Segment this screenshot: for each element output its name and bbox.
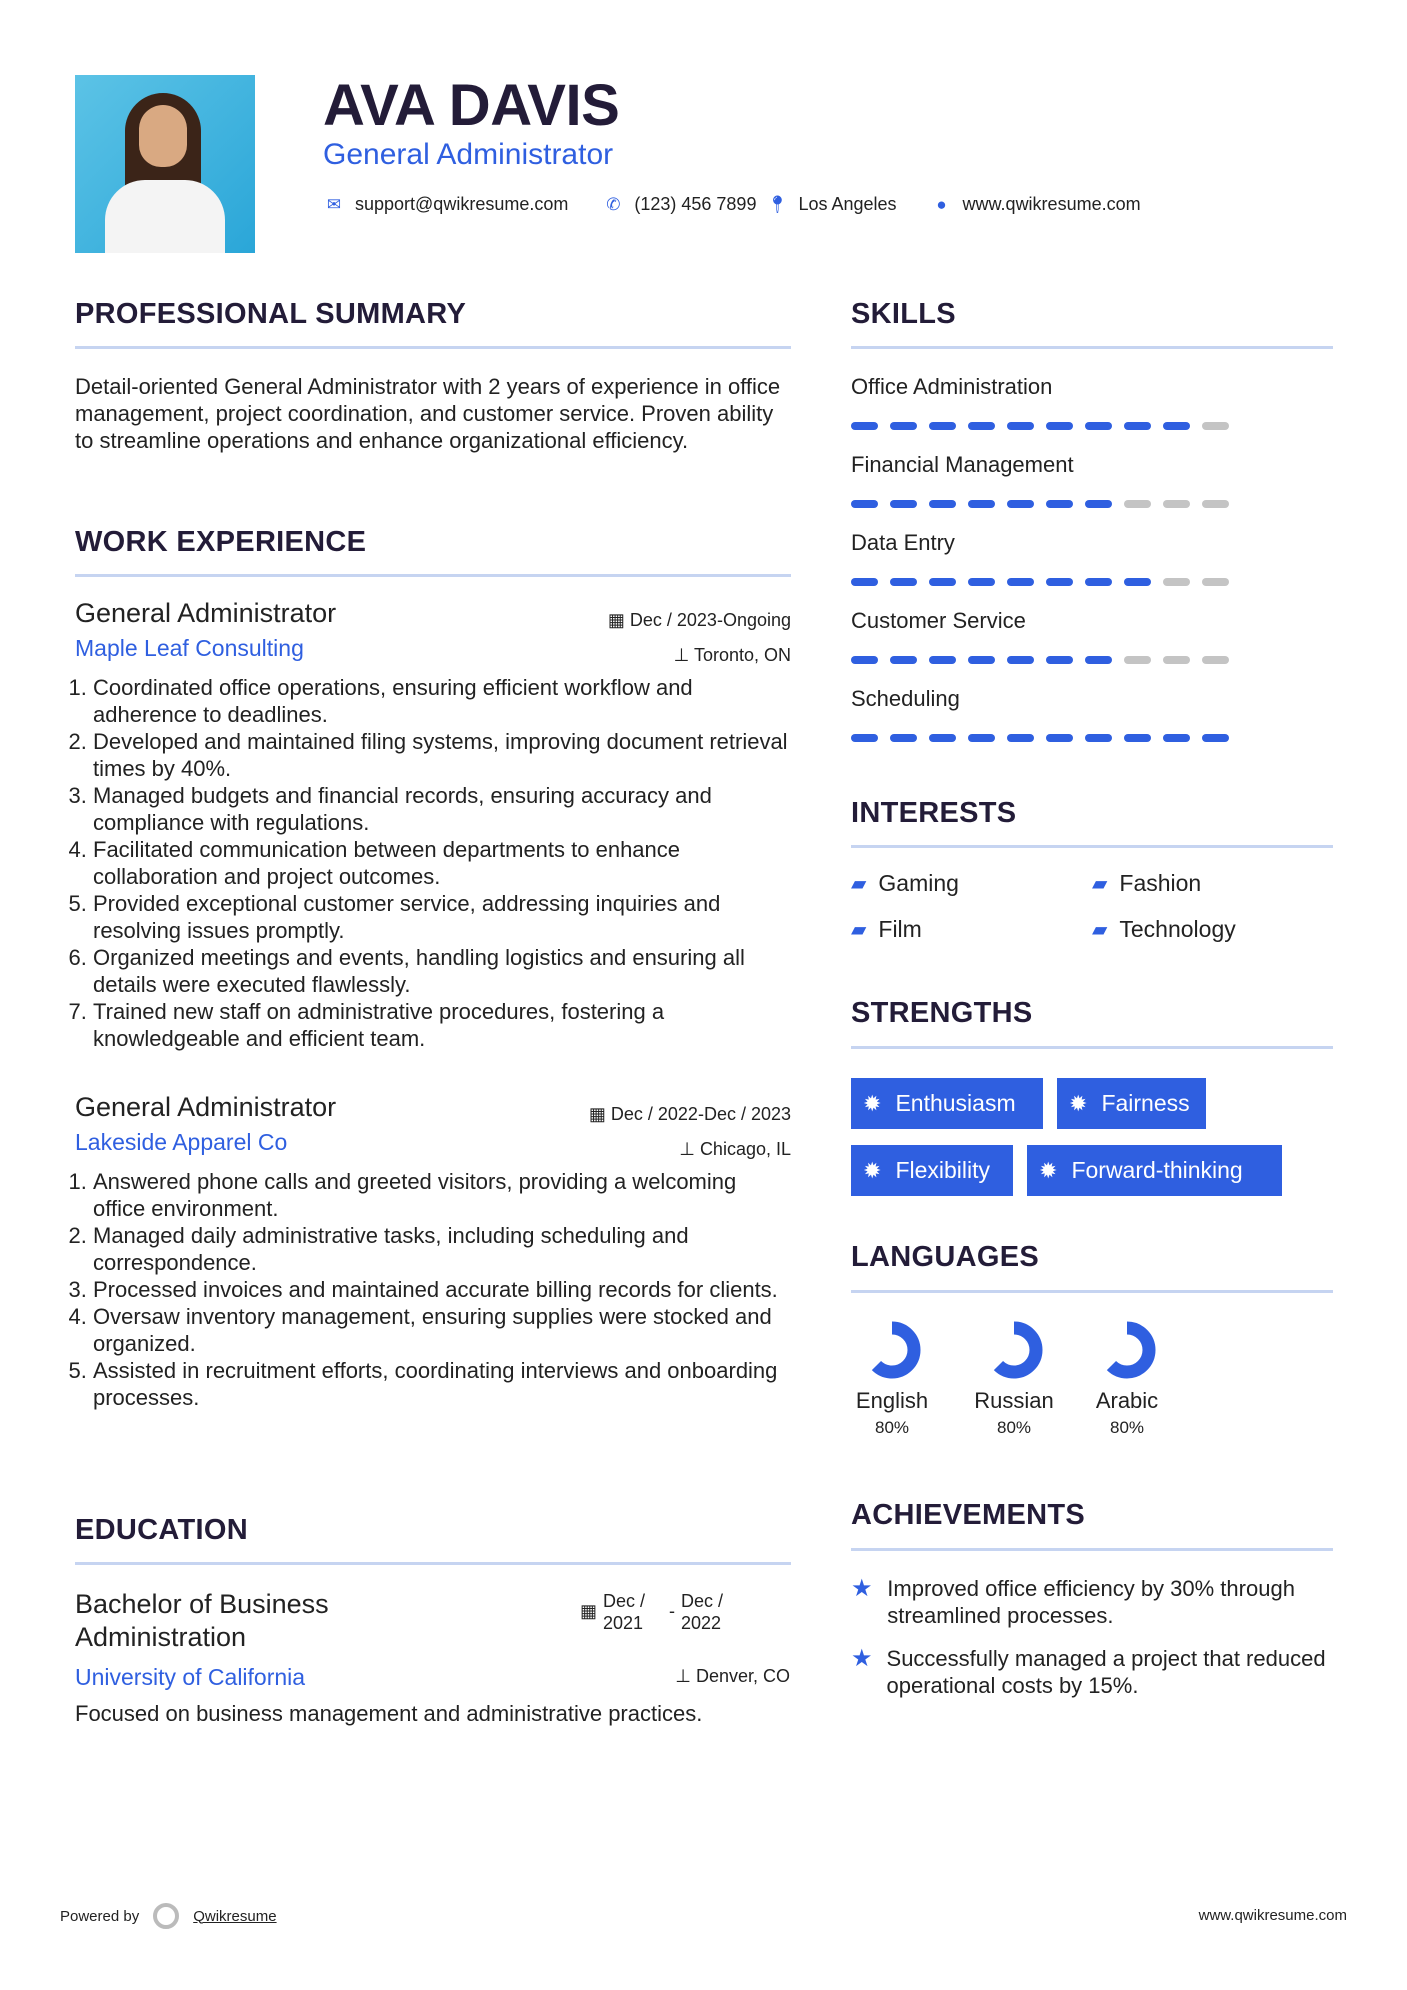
job-bullets bbox=[75, 674, 791, 1052]
rating-dash bbox=[929, 422, 956, 430]
book-icon: ▰ bbox=[1092, 873, 1108, 895]
language-name: Arabic bbox=[1095, 1388, 1159, 1413]
skills-heading: SKILLS bbox=[851, 298, 956, 330]
language-ring bbox=[1095, 1318, 1159, 1382]
footer-url[interactable]: www.qwikresume.com bbox=[1198, 1907, 1347, 1924]
rating-dash bbox=[851, 656, 878, 664]
experience-heading: WORK EXPERIENCE bbox=[75, 526, 367, 558]
book-icon: ▰ bbox=[851, 873, 867, 895]
interest-label: Gaming bbox=[878, 870, 959, 896]
job-entry bbox=[75, 1092, 791, 1411]
badge-icon: ✹ bbox=[863, 1157, 882, 1183]
email-icon: ✉ bbox=[326, 194, 342, 214]
badge-icon: ✹ bbox=[1039, 1157, 1058, 1183]
rating-dash bbox=[1124, 578, 1151, 586]
strength-label: Enthusiasm bbox=[895, 1090, 1016, 1116]
rating-dash bbox=[968, 734, 995, 742]
rating-dash bbox=[851, 578, 878, 586]
skill-rating bbox=[851, 734, 1333, 742]
language-item bbox=[1072, 1318, 1182, 1438]
job-title: General Administrator bbox=[75, 1092, 337, 1122]
achievement-text: Successfully managed a project that reduced operational costs by 15%. bbox=[886, 1646, 1326, 1698]
language-level: 80% bbox=[874, 1418, 910, 1437]
globe-icon: ● bbox=[936, 194, 947, 214]
skill-item bbox=[851, 608, 1333, 686]
skill-label: Customer Service bbox=[851, 608, 1026, 633]
rating-dash bbox=[1163, 656, 1190, 664]
list-item: 2. Developed and maintained filing systems, improving document retrieval times by 40%. bbox=[93, 728, 791, 782]
badge-icon: ✹ bbox=[1069, 1090, 1088, 1116]
rating-dash bbox=[968, 578, 995, 586]
location-text: Los Angeles bbox=[798, 194, 897, 214]
divider bbox=[75, 346, 791, 349]
badge-icon: ✹ bbox=[863, 1090, 882, 1116]
divider bbox=[851, 1046, 1333, 1049]
list-item: 5. Assisted in recruitment efforts, coordinating interviews and onboarding processes. bbox=[93, 1357, 791, 1411]
strength-label: Fairness bbox=[1101, 1090, 1190, 1116]
language-level: 80% bbox=[996, 1418, 1032, 1437]
strength-label: Flexibility bbox=[895, 1157, 991, 1183]
job-location: Toronto, ON bbox=[693, 645, 791, 665]
book-icon: ▰ bbox=[851, 919, 867, 941]
list-item: 7. Trained new staff on administrative procedures, fostering a knowledgeable and efficient team. bbox=[93, 998, 791, 1052]
rating-dash bbox=[1046, 422, 1073, 430]
strength-badge bbox=[851, 1078, 1043, 1129]
rating-dash bbox=[1124, 656, 1151, 664]
rating-dash bbox=[851, 734, 878, 742]
rating-dash bbox=[1085, 656, 1112, 664]
summary-heading: PROFESSIONAL SUMMARY bbox=[75, 298, 467, 330]
list-item: 2. Managed daily administrative tasks, including scheduling and correspondence. bbox=[93, 1222, 791, 1276]
contact-bar bbox=[323, 194, 1141, 215]
book-icon: ▰ bbox=[1092, 919, 1108, 941]
website-link[interactable]: www.qwikresume.com bbox=[962, 194, 1141, 214]
rating-dash bbox=[1046, 656, 1073, 664]
star-icon: ★ bbox=[851, 1645, 873, 1672]
pin-icon: ⊥ bbox=[679, 1139, 700, 1159]
rating-dash bbox=[1163, 734, 1190, 742]
rating-dash bbox=[929, 734, 956, 742]
language-level: 80% bbox=[1109, 1418, 1145, 1437]
location-icon: 📍︎ bbox=[766, 194, 789, 214]
candidate-name: AVA DAVIS bbox=[323, 73, 620, 138]
company-name: Maple Leaf Consulting bbox=[75, 635, 304, 661]
school-location: Denver, CO bbox=[695, 1666, 790, 1686]
rating-dash bbox=[1007, 500, 1034, 508]
strength-badge bbox=[851, 1145, 1013, 1196]
calendar-icon: ▦ bbox=[607, 610, 630, 630]
job-dates: Dec / 2023-Ongoing bbox=[629, 610, 791, 630]
achievement-item bbox=[851, 1645, 1333, 1699]
profile-photo bbox=[75, 75, 255, 253]
phone-text: (123) 456 7899 bbox=[634, 194, 757, 214]
language-item bbox=[959, 1318, 1069, 1438]
rating-dash bbox=[1007, 734, 1034, 742]
interest-label: Fashion bbox=[1119, 870, 1202, 896]
skill-label: Office Administration bbox=[851, 374, 1053, 399]
start-date: Dec / 2021 bbox=[603, 1591, 646, 1633]
powered-by-label: Powered by bbox=[60, 1907, 140, 1925]
calendar-icon: ▦ bbox=[580, 1601, 598, 1621]
list-item: 3. Managed budgets and financial records, ensuring accuracy and compliance with regulations. bbox=[93, 782, 791, 836]
rating-dash bbox=[1007, 578, 1034, 586]
language-ring bbox=[982, 1318, 1046, 1382]
achievement-item bbox=[851, 1575, 1333, 1629]
rating-dash bbox=[968, 656, 995, 664]
rating-dash bbox=[968, 422, 995, 430]
education-heading: EDUCATION bbox=[75, 1514, 248, 1546]
list-item: 1. Answered phone calls and greeted visitors, providing a welcoming office environment. bbox=[93, 1168, 791, 1222]
interest-item bbox=[1092, 870, 1201, 897]
rating-dash bbox=[1046, 500, 1073, 508]
rating-dash bbox=[1085, 578, 1112, 586]
rating-dash bbox=[929, 578, 956, 586]
achievement-text: Improved office efficiency by 30% through streamlined processes. bbox=[887, 1576, 1295, 1628]
language-item bbox=[837, 1318, 947, 1438]
list-item: 5. Provided exceptional customer service, addressing inquiries and resolving issues promptly. bbox=[93, 890, 791, 944]
rating-dash bbox=[1124, 422, 1151, 430]
divider bbox=[851, 1290, 1333, 1293]
rating-dash bbox=[1124, 734, 1151, 742]
rating-dash bbox=[1202, 578, 1229, 586]
rating-dash bbox=[1046, 578, 1073, 586]
skill-item bbox=[851, 452, 1333, 530]
rating-dash bbox=[1202, 500, 1229, 508]
date-separator: - bbox=[669, 1601, 676, 1621]
language-ring bbox=[860, 1318, 924, 1382]
company-name: Lakeside Apparel Co bbox=[75, 1129, 288, 1155]
divider bbox=[851, 845, 1333, 848]
job-title: General Administrator bbox=[75, 598, 337, 628]
rating-dash bbox=[1163, 578, 1190, 586]
skill-rating bbox=[851, 578, 1333, 586]
skills-list bbox=[851, 374, 1333, 764]
list-item: 3. Processed invoices and maintained accurate billing records for clients. bbox=[93, 1276, 791, 1303]
candidate-title: General Administrator bbox=[323, 138, 614, 171]
strength-badge bbox=[1027, 1145, 1282, 1196]
language-name: Russian bbox=[974, 1388, 1054, 1413]
education-description: Focused on business management and administrative practices. bbox=[75, 1701, 703, 1726]
pin-icon: ⊥ bbox=[675, 1666, 696, 1686]
rating-dash bbox=[890, 734, 917, 742]
calendar-icon: ▦ bbox=[588, 1104, 611, 1124]
rating-dash bbox=[1007, 422, 1034, 430]
strengths-heading: STRENGTHS bbox=[851, 997, 1033, 1029]
interests-heading: INTERESTS bbox=[851, 797, 1017, 829]
skill-label: Financial Management bbox=[851, 452, 1074, 477]
list-item: 6. Organized meetings and events, handling logistics and ensuring all details were executed flawlessly. bbox=[93, 944, 791, 998]
strength-label: Forward-thinking bbox=[1071, 1157, 1243, 1183]
rating-dash bbox=[890, 656, 917, 664]
education-dates bbox=[580, 1590, 741, 1634]
qwikresume-logo-icon bbox=[153, 1903, 179, 1929]
job-dates: Dec / 2022-Dec / 2023 bbox=[610, 1104, 791, 1124]
interest-item bbox=[851, 870, 959, 897]
rating-dash bbox=[1202, 656, 1229, 664]
end-date: Dec / 2022 bbox=[681, 1591, 724, 1633]
rating-dash bbox=[890, 578, 917, 586]
skill-label: Data Entry bbox=[851, 530, 955, 555]
pin-icon: ⊥ bbox=[673, 645, 694, 665]
divider bbox=[851, 1548, 1333, 1551]
job-location: Chicago, IL bbox=[699, 1139, 791, 1159]
job-bullets bbox=[75, 1168, 791, 1411]
rating-dash bbox=[851, 422, 878, 430]
divider bbox=[851, 346, 1333, 349]
divider bbox=[75, 574, 791, 577]
rating-dash bbox=[851, 500, 878, 508]
skill-label: Scheduling bbox=[851, 686, 960, 711]
rating-dash bbox=[1085, 500, 1112, 508]
summary-text: Detail-oriented General Administrator with 2 years of experience in office management, project coordination, and customer service. Proven ability to streamline operations and enhance organizational efficiency. bbox=[75, 374, 781, 453]
language-name: English bbox=[855, 1388, 929, 1413]
brand-link[interactable]: Qwikresume bbox=[193, 1907, 277, 1925]
footer-powered bbox=[60, 1903, 277, 1929]
rating-dash bbox=[1202, 422, 1229, 430]
list-item: 4. Oversaw inventory management, ensuring supplies were stocked and organized. bbox=[93, 1303, 791, 1357]
strength-badge bbox=[1057, 1078, 1206, 1129]
rating-dash bbox=[929, 500, 956, 508]
school-name: University of California bbox=[75, 1664, 306, 1690]
rating-dash bbox=[1124, 500, 1151, 508]
rating-dash bbox=[1163, 500, 1190, 508]
skill-item bbox=[851, 686, 1333, 764]
skill-item bbox=[851, 530, 1333, 608]
interest-label: Technology bbox=[1119, 916, 1236, 942]
achievements-heading: ACHIEVEMENTS bbox=[851, 1499, 1086, 1531]
phone-icon: ✆ bbox=[606, 194, 621, 214]
star-icon: ★ bbox=[851, 1575, 873, 1602]
rating-dash bbox=[1202, 734, 1229, 742]
list-item: 4. Facilitated communication between departments to enhance collaboration and project outcomes. bbox=[93, 836, 791, 890]
languages-heading: LANGUAGES bbox=[851, 1241, 1039, 1273]
rating-dash bbox=[1163, 422, 1190, 430]
rating-dash bbox=[890, 500, 917, 508]
rating-dash bbox=[1085, 422, 1112, 430]
list-item: 1. Coordinated office operations, ensuring efficient workflow and adherence to deadlines. bbox=[93, 674, 791, 728]
degree-title: Bachelor of Business Administration bbox=[75, 1589, 329, 1652]
skill-rating bbox=[851, 656, 1333, 664]
interest-item bbox=[851, 916, 922, 943]
skill-rating bbox=[851, 500, 1333, 508]
interest-label: Film bbox=[878, 916, 922, 942]
skill-rating bbox=[851, 422, 1333, 430]
email-link[interactable]: support@qwikresume.com bbox=[355, 194, 569, 214]
rating-dash bbox=[1085, 734, 1112, 742]
interest-item bbox=[1092, 916, 1236, 943]
divider bbox=[75, 1562, 791, 1565]
skill-item bbox=[851, 374, 1333, 452]
rating-dash bbox=[1046, 734, 1073, 742]
job-entry bbox=[75, 598, 791, 1052]
rating-dash bbox=[890, 422, 917, 430]
rating-dash bbox=[1007, 656, 1034, 664]
rating-dash bbox=[929, 656, 956, 664]
rating-dash bbox=[968, 500, 995, 508]
